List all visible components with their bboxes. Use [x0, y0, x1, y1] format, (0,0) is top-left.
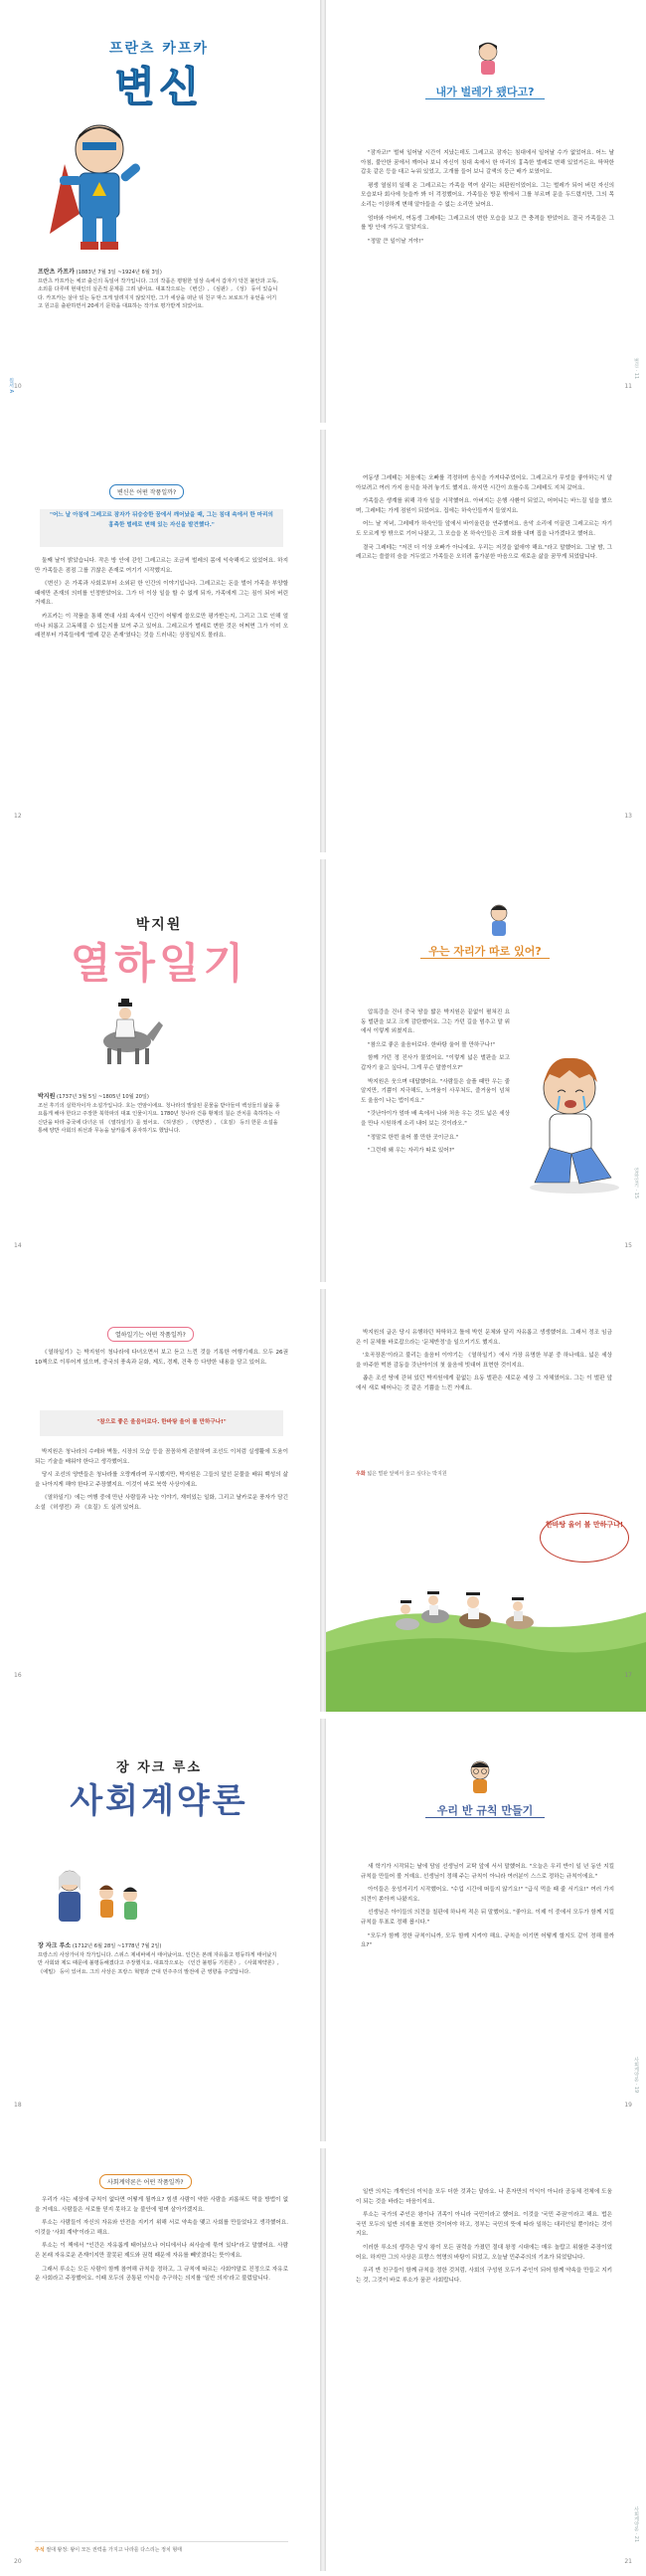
paragraph: 박지원의 글은 당시 유행하던 딱딱하고 틀에 박힌 문체와 달리 자유롭고 생생했어요. 그래서 정조 임금은 이 문체를 바로잡으라는 '문체반정'을 일으키기도 했지요.: [356, 1330, 612, 1346]
paragraph: "모두가 함께 정한 규칙이니까, 모두 함께 지켜야 해요. 규칙을 어기면 어떻게 할지도 같이 정해 볼까요?": [361, 1932, 614, 1949]
essay-body-right: [356, 2188, 612, 2290]
footnote-label: 주석: [35, 2547, 45, 2553]
paragraph: 새 학기가 시작되는 날에 담임 선생님이 교탁 앞에 서서 말했어요. "오늘은 우리 반이 일 년 동안 지킬 규칙을 만들어 볼 거예요. 선생님이 정해 주는 규칙이 아니라 여러분이 스스로 정하는 규칙이에요.": [361, 1864, 614, 1880]
running-tag: 원서 A: [8, 378, 14, 394]
paragraph: 《열하일기》에는 여행 중에 만난 사람들과 나눈 이야기, 재미있는 일화, 그리고 날카로운 풍자가 담긴 소설 《허생전》과 《호질》도 실려 있어요.: [35, 1495, 288, 1511]
story-body: [361, 1009, 510, 1161]
running-tag: 사회계약론 · 19: [633, 2057, 639, 2094]
book-title-small: 장 자크 루소: [116, 1760, 202, 1775]
paragraph: 루소는 국가의 주인은 왕이나 귀족이 아니라 국민이라고 했어요. 이것을 '국민 주권'이라고 해요. 법은 국민 모두의 일반 의지를 표현한 것이어야 하고, 정부는 국민의 뜻에 따라 일하는 대리인일 뿐이라는 것이지요.: [356, 2212, 612, 2238]
essay-body-right: [356, 474, 612, 567]
paragraph: 그래서 루소는 모든 사람이 함께 참여해 규칙을 정하고, 그 규칙에 따르는 사회야말로 진정으로 자유로운 사회라고 주장했어요. 이때 모두의 공통된 이익을 추구하는 의지를 '일반 의지'라고 불렀답니다.: [35, 2266, 288, 2283]
paragraph: '호곡장론'이라고 불리는 울음터 이야기는 《열하일기》에서 가장 유명한 부분 중 하나예요. 넓은 세상을 마주한 벅찬 감동을 갓난아이의 첫 울음에 빗대어 표현한 것이지요.: [356, 1353, 612, 1369]
paragraph: 루소는 사람들이 자신의 자유와 안전을 지키기 위해 서로 약속을 맺고 사회를 만들었다고 생각했어요. 이것을 '사회 계약'이라고 해요.: [35, 2220, 288, 2236]
paragraph: 엄마와 아버지, 여동생 그레테는 그레고르의 변한 모습을 보고 큰 충격을 받았어요. 결국 가족들은 그를 방 안에 가두고 말았지요.: [361, 215, 614, 232]
paragraph: 압록강을 건너 중국 땅을 밟은 박지원은 끝없이 펼쳐진 요동 벌판을 보고 크게 감탄했어요. 그는 가던 길을 멈추고 말 위에서 이렇게 외쳤지요.: [361, 1010, 510, 1035]
page-left-rousseau-title: [0, 1719, 320, 2141]
man-on-horse-illustration: [89, 994, 164, 1068]
page-left-rousseau-essay: [0, 2148, 320, 2571]
paragraph: 여동생 그레테는 처음에는 오빠를 걱정하며 음식을 가져다주었어요. 그레고르가 무엇을 좋아하는지 알아보려고 여러 가지 음식을 차려 놓기도 했지요. 하지만 시간이 흐를수록 그레테도 지쳐 갔어요.: [356, 475, 612, 491]
section-badge: 변신은 어떤 작품일까?: [109, 484, 184, 499]
page-number: 15: [624, 1242, 632, 1249]
author-bio-text: 프랑스의 사상가이자 작가입니다. 스위스 제네바에서 태어났어요. 인간은 본래 자유롭고 평등하게 태어났지만 사회와 제도 때문에 불평등해졌다고 주장했지요. 대표작으로는 《인간 불평등 기원론》, 《사회계약론》, 《에밀》 등이 있어요. 그의 사상은 프랑스 혁명과 근대 민주주의 발전에 큰 영향을 주었답니다.: [38, 1951, 279, 1975]
superhero-kafka-illustration: [45, 104, 154, 254]
paragraph: "갓난아이가 엄마 배 속에서 나와 처음 우는 것도 넓은 세상을 만나 시원하게 소리 내어 보는 것이라오.": [361, 1111, 510, 1127]
page-left-kafka-title: [0, 0, 320, 423]
story-body: [361, 1863, 614, 1955]
spread-5: [0, 1719, 646, 2141]
footnote-text: 절대 왕정: 왕이 모든 권력을 가지고 나라를 다스리는 정치 형태: [46, 2547, 183, 2553]
book-title-small: 박지원: [135, 917, 183, 933]
caption: [356, 1470, 447, 1477]
author-dates: (1883년 7월 3일 ~1924년 6월 3일): [76, 270, 162, 276]
page-right-yeolha-essay: [326, 1289, 646, 1712]
girl-character-icon: [473, 40, 503, 78]
paragraph: 결국 그레테는 "저건 더 이상 오빠가 아니에요. 우리는 저것을 없애야 해요."라고 말했어요. 그날 밤, 그레고르는 쓸쓸히 숨을 거두었고 가족들은 오히려 홀가분한 마음으로 새로운 삶을 꿈꾸게 되었답니다.: [356, 544, 612, 561]
paragraph: 함께 가던 정 진사가 물었어요. "이렇게 넓은 벌판을 보고 갑자기 울고 싶다니, 그게 무슨 말씀이오?": [361, 1055, 510, 1071]
paragraph: 박지원은 청나라의 수레와 벽돌, 시장의 모습 등을 꼼꼼하게 관찰하며 조선도 이처럼 실생활에 도움이 되는 기술을 배워야 한다고 생각했어요.: [35, 1449, 288, 1465]
spread-1: [0, 0, 646, 423]
page-number: 12: [14, 813, 22, 820]
caption-text: 넓은 벌판 앞에서 울고 싶다는 박지원: [367, 1471, 447, 1477]
author-dates: (1737년 3월 5일 ~1805년 10월 20일): [57, 1094, 149, 1100]
section-title: 우는 자리가 따로 있어?: [428, 945, 542, 958]
paragraph: 이러한 루소의 생각은 당시 왕이 모든 권력을 가졌던 절대 왕정 시대에는 매우 놀랍고 위험한 주장이었어요. 하지만 그의 사상은 프랑스 혁명의 바탕이 되었고, 오늘날 민주주의의 기초가 되었답니다.: [356, 2244, 612, 2261]
paragraph: 평생 열심히 일해 온 그레고르는 가족을 먹여 살리는 외판원이었어요. 그는 벌레가 되어 버린 자신의 모습보다 회사에 늦을까 봐 더 걱정했어요. 가족들은 방문 밖에서 그를 부르며 문을 두드렸지만, 그의 목소리는 이상하게 변해 알아들을 수 없는 소리만 났어요.: [361, 182, 614, 208]
page-number: 13: [624, 813, 632, 820]
section-title: 우리 반 규칙 만들기: [436, 1804, 534, 1817]
paragraph: 선생님은 아이들의 의견을 칠판에 하나씩 적은 뒤 말했어요. "좋아요. 이제 이 중에서 모두가 함께 지킬 규칙을 투표로 정해 봅시다.": [361, 1910, 614, 1926]
caption-label: 우화: [356, 1471, 366, 1477]
author-bio: [38, 269, 281, 311]
page-left-kafka-essay: [0, 430, 320, 852]
paragraph: 일반 의지는 개개인의 이익을 모두 더한 것과는 달라요. 나 혼자만의 이익이 아니라 공동체 전체에 도움이 되는 것을 바라는 마음이지요.: [356, 2189, 612, 2205]
boy-character-icon: [485, 901, 513, 939]
running-tag: 사회계약론 · 21: [633, 2506, 639, 2543]
section-badge: 열하일기는 어떤 작품일까?: [107, 1327, 194, 1342]
page-number: 21: [624, 2558, 632, 2565]
paragraph: 아이들은 웅성거리기 시작했어요. "수업 시간에 떠들지 않기요!" "급식 먹을 때 줄 서기요!" 여러 가지 의견이 쏟아져 나왔지요.: [361, 1887, 614, 1903]
running-tag: 변신 · 11: [633, 358, 639, 380]
paragraph: 루소는 이 책에서 "인간은 자유롭게 태어났으나 어디에서나 쇠사슬에 묶여 있다"라고 말했어요. 사람은 본래 자유로운 존재이지만 잘못된 제도와 권력 때문에 자유를 빼앗겼다는 뜻이에요.: [35, 2243, 288, 2259]
title-underline: [420, 958, 550, 959]
opening-quote: "어느 날 아침에 그레고르 잠자가 뒤숭숭한 꿈에서 깨어났을 때, 그는 침대 속에서 한 마리의 흉측한 벌레로 변해 있는 자신을 발견했다.": [50, 512, 273, 528]
essay-body-left: [35, 2196, 288, 2289]
speech-bubble: 한바탕 울어 볼 만하구나!: [540, 1513, 629, 1563]
boy-with-glasses-icon: [465, 1758, 495, 1796]
author-dates: (1712년 6월 28일 ~1778년 7월 2일): [72, 1943, 162, 1949]
crying-boy-illustration: [520, 1048, 629, 1197]
book-title-small: 프란츠 카프카: [108, 41, 210, 57]
author-name: 박지원: [38, 1093, 56, 1100]
author-name: 프란츠 카프카: [38, 269, 75, 276]
paragraph: 가족들은 생계를 위해 각자 일을 시작했어요. 아버지는 은행 사환이 되었고, 어머니는 바느질 일을 했으며, 그레테는 가게 점원이 되었어요. 집에는 하숙인들까지 들였지요.: [356, 498, 612, 514]
page-number: 20: [14, 2558, 22, 2565]
paragraph: 우리가 사는 세상에 규칙이 없다면 어떻게 될까요? 힘센 사람이 약한 사람을 괴롭혀도 막을 방법이 없을 거예요. 사람들은 서로를 믿지 못하고 늘 불안에 떨며 살아가겠지요.: [35, 2197, 288, 2213]
paragraph: 박지원은 웃으며 대답했어요. "사람들은 슬플 때만 우는 줄 알지만, 기쁨이 지극해도, 노여움이 사무쳐도, 즐거움이 넘쳐도 울음이 나는 법이지요.": [361, 1078, 510, 1104]
rousseau-and-children-illustration: [45, 1863, 154, 1932]
story-body: [361, 149, 614, 251]
paragraph: "정말로 한번 울어 볼 만한 곳이군요.": [368, 1134, 459, 1141]
book-title-big: 열하일기: [70, 939, 248, 988]
page-left-yeolha-title: [0, 859, 320, 1282]
essay-body-left: [35, 1448, 288, 1518]
paragraph: 《변신》은 가족과 사회로부터 소외된 한 인간의 이야기입니다. 그레고르는 돈을 벌어 가족을 부양할 때에만 존재의 의미를 인정받았어요. 그가 더 이상 일을 할 수 없게 되자, 가족에게 그는 짐이 되어 버린 거예요.: [35, 581, 288, 607]
page-number: 14: [14, 1242, 22, 1249]
paragraph: 《열하일기》는 박지원이 청나라에 다녀오면서 보고 듣고 느낀 것을 기록한 여행기예요. 모두 26권 10책으로 이루어져 있으며, 중국의 풍속과 문화, 제도, 경제, 건축 등 다양한 내용을 담고 있어요.: [35, 1350, 288, 1366]
page-right-kafka-essay: [326, 430, 646, 852]
running-tag: 열하일기 · 15: [633, 1168, 639, 1199]
author-bio: [38, 1942, 281, 1976]
page-right-rousseau-essay: [326, 2148, 646, 2571]
plains-horse-riders-illustration: [326, 1543, 646, 1712]
page-number: 11: [624, 383, 632, 390]
page-number: 19: [624, 2102, 632, 2109]
author-bio-text: 조선 후기의 실학자이자 소설가입니다. 호는 연암이에요. 청나라의 발달된 문물을 받아들여 백성들의 삶을 풍요롭게 해야 한다고 주장한 북학파의 대표 인물이지요. 1780년 청나라 건륭 황제의 칠순 잔치를 축하하는 사신단을 따라 중국에 다녀온 뒤 《열하일기》를 썼어요. 《허생전》, 《양반전》, 《호질》 등의 한문 소설을 통해 양반 사회의 위선과 무능을 날카롭게 풍자하기도 했답니다.: [38, 1102, 280, 1134]
title-underline: [425, 1817, 545, 1818]
footnote: [35, 2546, 288, 2553]
paragraph: "잠자코!" 벌써 일어날 시간이 지났는데도 그레고르 잠자는 침대에서 일어날 수가 없었어요. 어느 날 아침, 불안한 꿈에서 깨어나 보니 자신이 침대 속에서 한 마리의 흉측한 벌레로 변해 있었거든요. 딱딱한 갑옷 같은 등을 대고 누워 있었고, 고개를 들어 보니 갈색의 둥근 배가 보였어요.: [361, 150, 614, 176]
essay-body-left-top: [35, 1349, 288, 1372]
page-left-yeolha-essay: [0, 1289, 320, 1712]
essay-body-right: [356, 1329, 612, 1398]
page-number: 16: [14, 1672, 22, 1679]
paragraph: 둘째 날이 밝았습니다. 작은 방 안에 갇힌 그레고르는 조금씩 벌레의 몸에 익숙해지고 있었어요. 하지만 가족들은 점점 그를 귀찮은 존재로 여기기 시작했지요.: [35, 558, 288, 574]
paragraph: "참으로 좋은 울음터로다. 한바탕 울어 볼 만하구나!": [368, 1041, 495, 1048]
spread-2: [0, 430, 646, 852]
book-title-big: 사회계약론: [70, 1781, 248, 1821]
paragraph: 카프카는 이 작품을 통해 현대 사회 속에서 인간이 어떻게 쓸모로만 평가받는지, 그리고 그로 인해 얼마나 외롭고 고독해질 수 있는지를 보여 주고 있어요. 그레고르가 벌레로 변한 것은 어쩌면 그가 이미 오래전부터 가족들에게 '벌레 같은 존재'였다는 것을 드러내는 상징일지도 몰라요.: [35, 613, 288, 640]
paragraph: 당시 조선의 양반들은 청나라를 오랑캐라며 무시했지만, 박지원은 그들의 앞선 문물을 배워 백성의 삶을 나아지게 해야 한다고 주장했지요. 이것이 바로 북학 사상이에요.: [35, 1472, 288, 1488]
author-bio: [38, 1093, 281, 1136]
book-title-big: 변신: [114, 63, 204, 111]
page-number: 10: [14, 383, 22, 390]
paragraph: 어느 날 저녁, 그레테가 하숙인들 앞에서 바이올린을 연주했어요. 음악 소리에 이끌린 그레고르는 자기도 모르게 방 밖으로 기어 나왔고, 그 모습을 본 하숙인들은 크게 화를 내며 집을 나가겠다고 했어요.: [356, 521, 612, 537]
page-number: 17: [624, 1672, 632, 1679]
page-right-kafka-story: [326, 0, 646, 423]
section-title: 내가 벌레가 됐다고?: [435, 86, 535, 98]
page-right-yeolha-story: [326, 859, 646, 1282]
opening-quote: "참으로 좋은 울음터로다. 한바탕 울어 볼 만하구나!": [96, 1419, 227, 1425]
page-number: 18: [14, 2102, 22, 2109]
section-badge: 사회계약론은 어떤 작품일까?: [99, 2174, 192, 2189]
spread-3: [0, 859, 646, 1282]
footnote-divider: [35, 2541, 288, 2542]
title-underline: [425, 98, 545, 99]
paragraph: 우리 반 친구들이 함께 규칙을 정한 것처럼, 사회의 구성원 모두가 주인이 되어 함께 약속을 만들고 지키는 것, 그것이 바로 루소가 꿈꾼 사회랍니다.: [356, 2268, 612, 2284]
paragraph: 좁은 조선 땅에 갇혀 있던 박지원에게 끝없는 요동 벌판은 새로운 세상 그 자체였어요. 그는 이 벌판 앞에서 새로 태어나는 것 같은 기쁨을 느낀 거예요.: [356, 1376, 612, 1391]
page-right-rousseau-story: [326, 1719, 646, 2141]
paragraph: "정말 큰 일이날 거야!": [368, 238, 423, 245]
spread-6: [0, 2148, 646, 2571]
author-bio-text: 프란츠 카프카는 체코 출신의 독일어 작가입니다. 그의 작품은 평범한 일상 속에서 갑자기 닥친 불안과 고독, 소외를 다루며 현대인의 실존적 문제를 그려 냈어요. 대표작으로는 《변신》, 《심판》, 《성》 등이 있습니다. 카프카는 살아 있는 동안 크게 알려지지 않았지만, 그가 세상을 떠난 뒤 친구 막스 브로트가 유언을 어기고 원고를 출판하면서 20세기 문학을 대표하는 작가로 평가받게 되었어요.: [38, 277, 278, 309]
author-name: 장 자크 루소: [38, 1942, 72, 1949]
paragraph: "그런데 왜 우는 자리가 따로 있어?": [368, 1148, 455, 1155]
spread-4: [0, 1289, 646, 1712]
essay-body-left: [35, 557, 288, 645]
